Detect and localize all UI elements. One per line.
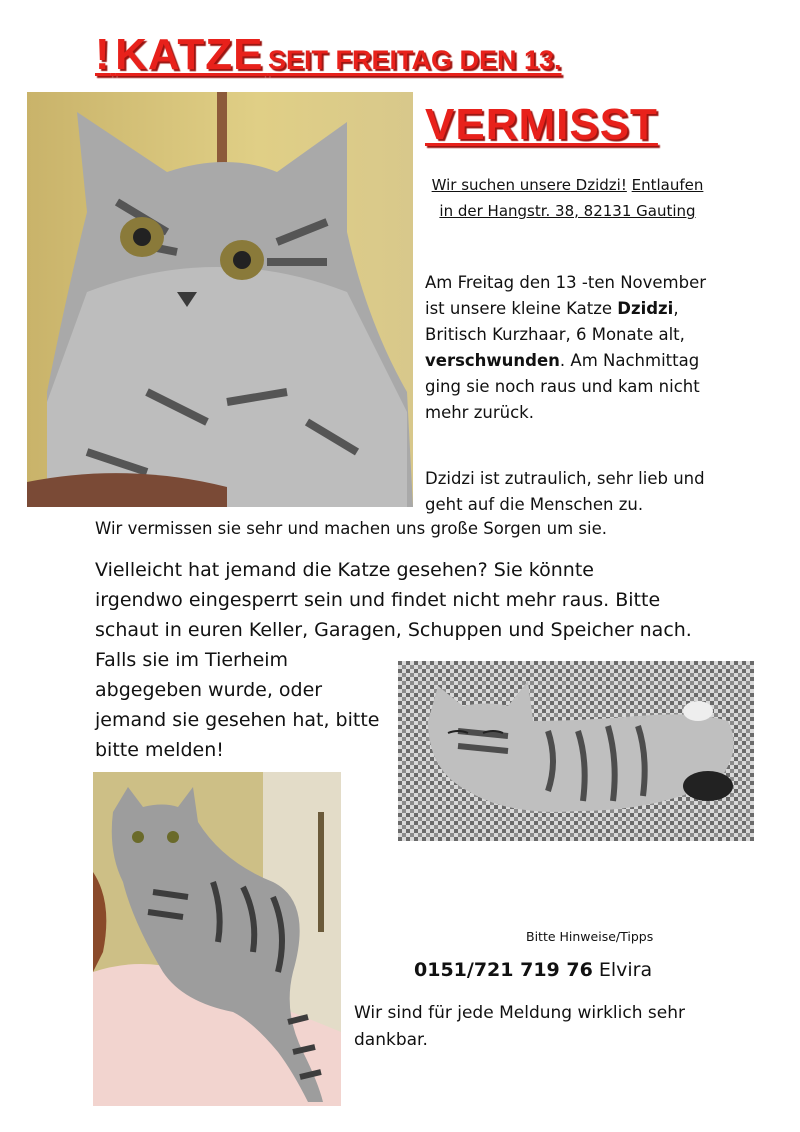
contact-phone-line xyxy=(414,959,652,981)
headline xyxy=(95,30,562,80)
appeal-shelter: Falls sie im Tierheim abgegeben wurde, oder jemand sie gesehen hat, bitte bitte melden! xyxy=(95,649,380,761)
story-paragraph-1 xyxy=(425,270,710,426)
headline-exclamation: ! xyxy=(95,30,111,79)
story-p1-bold: verschwunden xyxy=(425,351,560,370)
appeal xyxy=(95,555,775,645)
cat-sitting-photo xyxy=(93,772,341,1106)
cat-portrait-photo xyxy=(27,92,413,507)
story-p1-a: Am Freitag den 13 -ten November ist unsere kleine Katze xyxy=(425,273,707,318)
contact-phone: 0151/721 719 76 xyxy=(414,959,593,981)
vermisst-title: VERMISST xyxy=(425,100,658,149)
cat-sleeping-photo xyxy=(398,661,754,841)
appeal-line-3: schaut in euren Keller, Garagen, Schuppen und Speicher nach. xyxy=(95,619,692,641)
intro xyxy=(410,172,725,224)
contact-hint: Bitte Hinweise/Tipps xyxy=(526,929,654,944)
headline-rest: SEIT FREITAG DEN 13. xyxy=(267,45,562,75)
story-p1-name: Dzidzi xyxy=(617,299,674,318)
headline-word: KATZE xyxy=(115,30,264,79)
story-p1-b: , Britisch Kurzhaar, 6 Monate alt, xyxy=(425,299,685,344)
contact-thanks: Wir sind für jede Meldung wirklich sehr dankbar. xyxy=(354,1003,685,1050)
appeal-line-2: irgendwo eingesperrt sein und findet nicht mehr raus. Bitte xyxy=(95,589,661,611)
story-p1-c: . Am Nachmittag ging sie noch raus und kam nicht mehr zurück. xyxy=(425,351,700,422)
intro-line1-a: Wir suchen unsere Dzidzi! xyxy=(431,176,627,194)
contact-name: Elvira xyxy=(598,959,653,981)
story-paragraph-2: Dzidzi ist zutraulich, sehr lieb und geht auf die Menschen zu. xyxy=(425,469,705,514)
intro-line1-b: Entlaufen xyxy=(631,176,704,194)
intro-line2: in der Hangstr. 38, 82131 Gauting xyxy=(439,202,696,220)
appeal-line-1: Vielleicht hat jemand die Katze gesehen? Sie könnte xyxy=(95,559,594,581)
story-paragraph-3: Wir vermissen sie sehr und machen uns große Sorgen um sie. xyxy=(95,519,607,538)
